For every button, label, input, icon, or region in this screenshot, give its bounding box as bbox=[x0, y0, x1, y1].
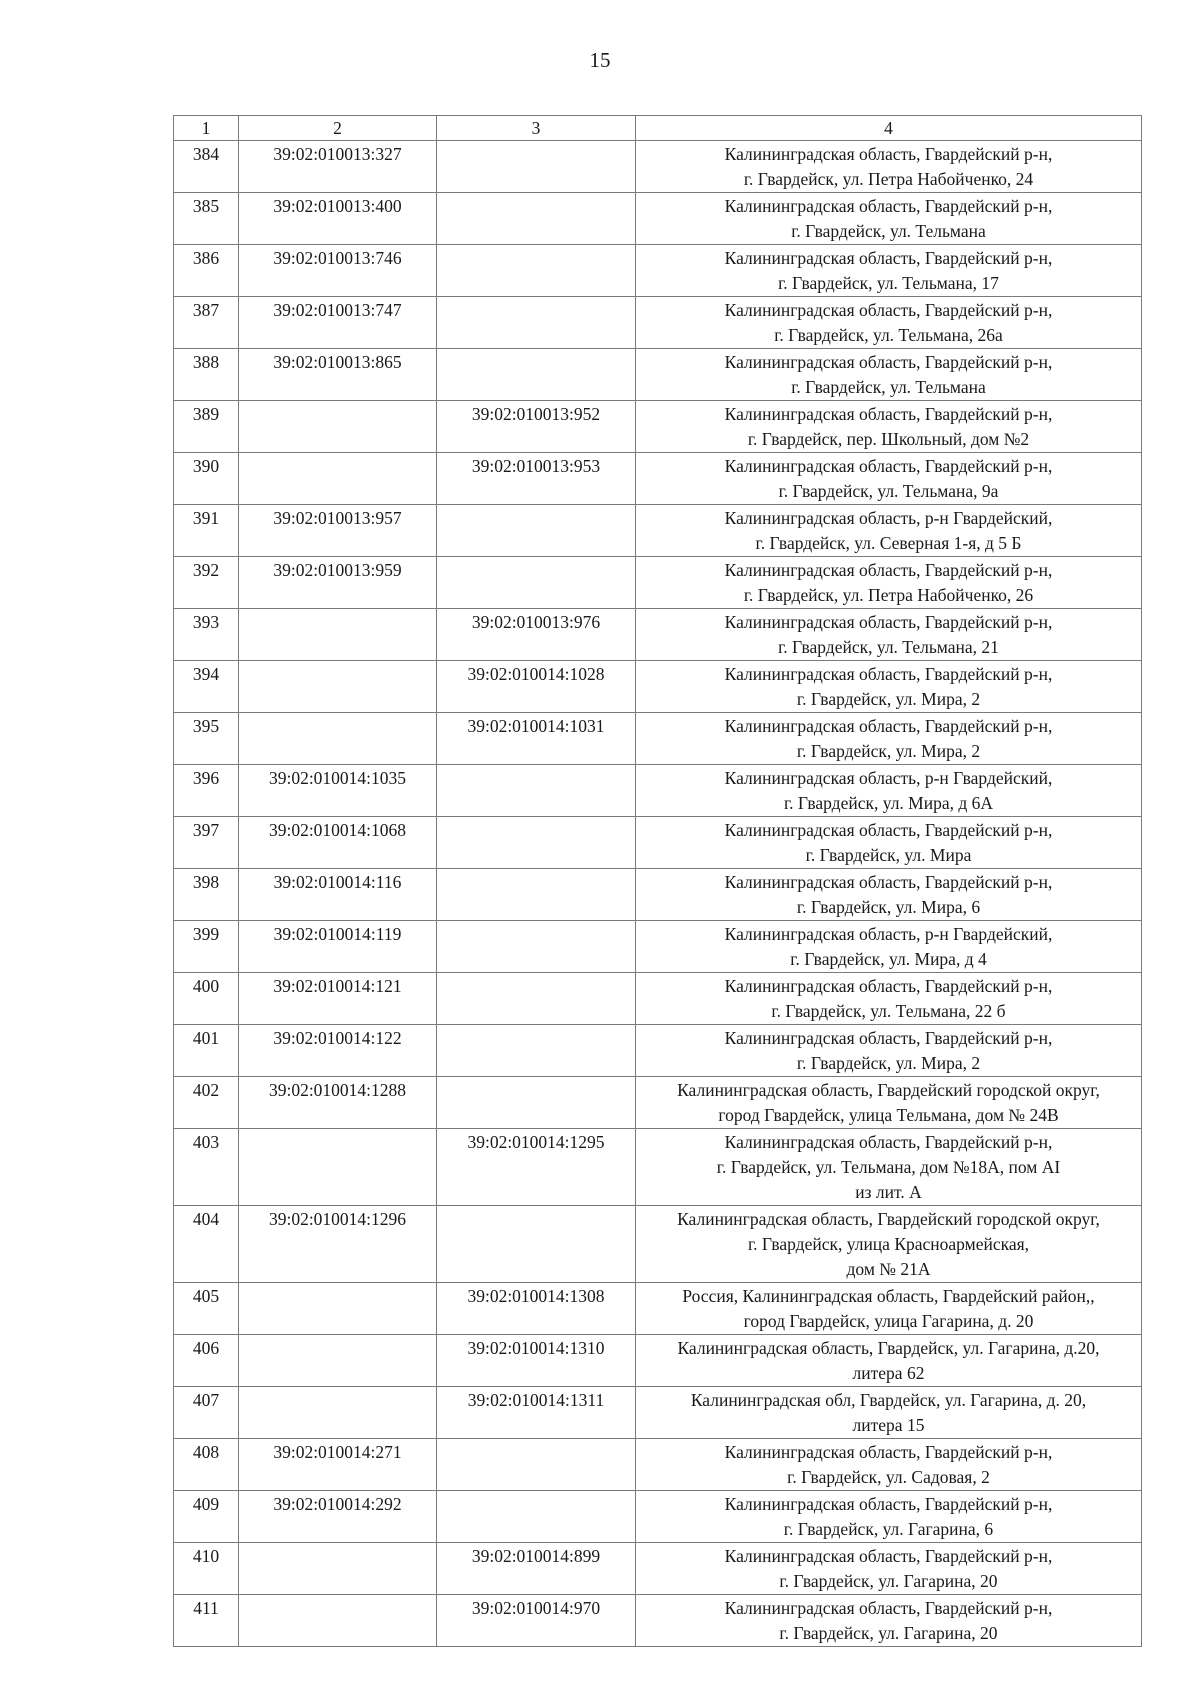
address-line: литера 62 bbox=[852, 1363, 925, 1383]
address-cell bbox=[636, 1025, 1142, 1077]
row-number-cell: 391 bbox=[174, 505, 239, 557]
address-line: г. Гвардейск, ул. Тельмана bbox=[791, 221, 986, 241]
row-number-cell: 393 bbox=[174, 609, 239, 661]
cadastral-number-cell: 39:02:010014:970 bbox=[437, 1595, 636, 1647]
page-number: 15 bbox=[589, 48, 611, 72]
address-line: Калининградская область, Гвардейский р-н, bbox=[724, 1598, 1053, 1618]
address-line: Калининградская обл, Гвардейск, ул. Гагарина, д. 20, bbox=[690, 1390, 1087, 1410]
address-line: Калининградская область, Гвардейский р-н, bbox=[724, 300, 1053, 320]
cadastral-number-cell bbox=[437, 1491, 636, 1543]
row-number-cell: 407 bbox=[174, 1387, 239, 1439]
row-number-cell: 385 bbox=[174, 193, 239, 245]
address-cell bbox=[636, 661, 1142, 713]
table-body bbox=[174, 141, 1142, 1647]
row-number-cell: 392 bbox=[174, 557, 239, 609]
table-row bbox=[174, 1439, 1142, 1491]
cadastral-number-cell bbox=[437, 245, 636, 297]
column-header-4: 4 bbox=[636, 116, 1142, 141]
cadastral-number-cell bbox=[239, 1283, 437, 1335]
table-row bbox=[174, 1491, 1142, 1543]
table-row bbox=[174, 193, 1142, 245]
address-line: Калининградская область, Гвардейский р-н, bbox=[724, 1546, 1053, 1566]
address-cell bbox=[636, 765, 1142, 817]
address-line: Калининградская область, Гвардейский р-н, bbox=[724, 456, 1053, 476]
address-line: Калининградская область, Гвардейский р-н, bbox=[724, 404, 1053, 424]
address-cell bbox=[636, 141, 1142, 193]
table-row bbox=[174, 661, 1142, 713]
row-number-cell: 389 bbox=[174, 401, 239, 453]
row-number-cell: 395 bbox=[174, 713, 239, 765]
row-number-cell: 390 bbox=[174, 453, 239, 505]
address-cell bbox=[636, 193, 1142, 245]
table-row bbox=[174, 349, 1142, 401]
address-cell bbox=[636, 609, 1142, 661]
cadastral-number-cell: 39:02:010013:952 bbox=[437, 401, 636, 453]
cadastral-number-cell bbox=[239, 1129, 437, 1206]
address-line: г. Гвардейск, ул. Северная 1-я, д 5 Б bbox=[755, 533, 1022, 553]
address-line: г. Гвардейск, ул. Тельмана, 17 bbox=[778, 273, 999, 293]
address-line: г. Гвардейск, ул. Тельмана bbox=[791, 377, 986, 397]
table-row bbox=[174, 557, 1142, 609]
address-line: Калининградская область, Гвардейский р-н, bbox=[724, 1442, 1053, 1462]
address-line: Россия, Калининградская область, Гвардейский район,, bbox=[682, 1286, 1095, 1306]
cadastral-number-cell bbox=[239, 609, 437, 661]
cadastral-number-cell bbox=[239, 1387, 437, 1439]
table-row bbox=[174, 609, 1142, 661]
address-cell bbox=[636, 921, 1142, 973]
row-number-cell: 400 bbox=[174, 973, 239, 1025]
address-cell bbox=[636, 973, 1142, 1025]
address-line: из лит. А bbox=[855, 1182, 922, 1202]
address-line: Калининградская область, Гвардейский р-н, bbox=[724, 1132, 1053, 1152]
cadastral-number-cell bbox=[239, 1543, 437, 1595]
cadastral-number-cell bbox=[437, 141, 636, 193]
address-line: Калининградская область, р-н Гвардейский, bbox=[724, 508, 1053, 528]
row-number-cell: 403 bbox=[174, 1129, 239, 1206]
address-line: г. Гвардейск, ул. Мира, 6 bbox=[796, 897, 981, 917]
table-row bbox=[174, 505, 1142, 557]
cadastral-number-cell bbox=[239, 401, 437, 453]
row-number-cell: 409 bbox=[174, 1491, 239, 1543]
registry-table bbox=[173, 115, 1142, 1647]
address-cell bbox=[636, 1543, 1142, 1595]
row-number-cell: 394 bbox=[174, 661, 239, 713]
address-line: Калининградская область, Гвардейский р-н, bbox=[724, 1494, 1053, 1514]
cadastral-number-cell: 39:02:010013:976 bbox=[437, 609, 636, 661]
row-number-cell: 398 bbox=[174, 869, 239, 921]
cadastral-number-cell: 39:02:010013:327 bbox=[239, 141, 437, 193]
address-line: Калининградская область, Гвардейский р-н, bbox=[724, 612, 1053, 632]
table-row bbox=[174, 1595, 1142, 1647]
column-header-1: 1 bbox=[174, 116, 239, 141]
row-number-cell: 405 bbox=[174, 1283, 239, 1335]
cadastral-number-cell bbox=[437, 921, 636, 973]
address-cell bbox=[636, 713, 1142, 765]
address-cell bbox=[636, 505, 1142, 557]
address-line: Калининградская область, Гвардейский р-н, bbox=[724, 664, 1053, 684]
address-line: дом № 21А bbox=[846, 1259, 931, 1279]
cadastral-number-cell: 39:02:010014:899 bbox=[437, 1543, 636, 1595]
address-line: г. Гвардейск, ул. Мира, 2 bbox=[796, 1053, 981, 1073]
table-row bbox=[174, 245, 1142, 297]
address-cell bbox=[636, 1283, 1142, 1335]
address-cell bbox=[636, 817, 1142, 869]
address-line: г. Гвардейск, ул. Гагарина, 20 bbox=[779, 1571, 998, 1591]
address-line: Калининградская область, Гвардейский р-н, bbox=[724, 560, 1053, 580]
address-line: г. Гвардейск, ул. Мира, д 6А bbox=[783, 793, 994, 813]
row-number-cell: 387 bbox=[174, 297, 239, 349]
row-number-cell: 408 bbox=[174, 1439, 239, 1491]
address-line: Калининградская область, р-н Гвардейский, bbox=[724, 768, 1053, 788]
table-row bbox=[174, 1543, 1142, 1595]
cadastral-number-cell bbox=[437, 765, 636, 817]
address-line: Калининградская область, Гвардейский р-н, bbox=[724, 248, 1053, 268]
cadastral-number-cell: 39:02:010014:271 bbox=[239, 1439, 437, 1491]
row-number-cell: 411 bbox=[174, 1595, 239, 1647]
address-line: Калининградская область, Гвардейский р-н, bbox=[724, 1028, 1053, 1048]
address-line: город Гвардейск, улица Гагарина, д. 20 bbox=[743, 1311, 1034, 1331]
cadastral-number-cell bbox=[239, 1595, 437, 1647]
address-line: Калининградская область, Гвардейский городской округ, bbox=[677, 1080, 1100, 1100]
address-line: Калининградская область, р-н Гвардейский, bbox=[724, 924, 1053, 944]
cadastral-number-cell bbox=[437, 1025, 636, 1077]
table-row bbox=[174, 713, 1142, 765]
table-row bbox=[174, 1206, 1142, 1283]
cadastral-number-cell bbox=[437, 349, 636, 401]
cadastral-number-cell bbox=[239, 453, 437, 505]
column-header-3: 3 bbox=[437, 116, 636, 141]
address-cell bbox=[636, 869, 1142, 921]
cadastral-number-cell bbox=[437, 869, 636, 921]
address-cell bbox=[636, 1491, 1142, 1543]
address-line: г. Гвардейск, ул. Петра Набойченко, 26 bbox=[743, 585, 1034, 605]
table-row bbox=[174, 973, 1142, 1025]
table-row bbox=[174, 1077, 1142, 1129]
address-line: г. Гвардейск, ул. Мира, 2 bbox=[796, 741, 981, 761]
row-number-cell: 396 bbox=[174, 765, 239, 817]
cadastral-number-cell: 39:02:010014:116 bbox=[239, 869, 437, 921]
cadastral-number-cell bbox=[437, 297, 636, 349]
address-cell bbox=[636, 1595, 1142, 1647]
address-cell bbox=[636, 1439, 1142, 1491]
cadastral-number-cell: 39:02:010014:1296 bbox=[239, 1206, 437, 1283]
address-cell bbox=[636, 401, 1142, 453]
table-row bbox=[174, 401, 1142, 453]
address-cell bbox=[636, 297, 1142, 349]
address-line: Калининградская область, Гвардейский р-н, bbox=[724, 144, 1053, 164]
cadastral-number-cell: 39:02:010013:400 bbox=[239, 193, 437, 245]
cadastral-number-cell: 39:02:010014:119 bbox=[239, 921, 437, 973]
cadastral-number-cell bbox=[437, 193, 636, 245]
cadastral-number-cell: 39:02:010014:1031 bbox=[437, 713, 636, 765]
address-line: Калининградская область, Гвардейск, ул. Гагарина, д.20, bbox=[677, 1338, 1100, 1358]
table-row bbox=[174, 817, 1142, 869]
cadastral-number-cell: 39:02:010013:865 bbox=[239, 349, 437, 401]
table-row bbox=[174, 297, 1142, 349]
address-line: г. Гвардейск, улица Красноармейская, bbox=[747, 1234, 1030, 1254]
address-cell bbox=[636, 557, 1142, 609]
table-row bbox=[174, 1387, 1142, 1439]
address-line: г. Гвардейск, ул. Мира bbox=[805, 845, 972, 865]
row-number-cell: 397 bbox=[174, 817, 239, 869]
address-cell bbox=[636, 1335, 1142, 1387]
cadastral-number-cell bbox=[239, 713, 437, 765]
address-cell bbox=[636, 1387, 1142, 1439]
table-row bbox=[174, 765, 1142, 817]
address-cell bbox=[636, 1129, 1142, 1206]
cadastral-number-cell bbox=[239, 661, 437, 713]
cadastral-number-cell bbox=[437, 557, 636, 609]
cadastral-number-cell bbox=[437, 817, 636, 869]
address-line: г. Гвардейск, ул. Тельмана, 9а bbox=[778, 481, 999, 501]
address-line: г. Гвардейск, ул. Тельмана, дом №18А, пом AI bbox=[716, 1157, 1061, 1177]
address-line: Калининградская область, Гвардейский р-н, bbox=[724, 716, 1053, 736]
table-row bbox=[174, 453, 1142, 505]
address-line: г. Гвардейск, ул. Гагарина, 6 bbox=[783, 1519, 994, 1539]
row-number-cell: 402 bbox=[174, 1077, 239, 1129]
cadastral-number-cell: 39:02:010014:1028 bbox=[437, 661, 636, 713]
row-number-cell: 384 bbox=[174, 141, 239, 193]
address-line: г. Гвардейск, ул. Гагарина, 20 bbox=[779, 1623, 998, 1643]
cadastral-number-cell bbox=[437, 1439, 636, 1491]
row-number-cell: 401 bbox=[174, 1025, 239, 1077]
table-row bbox=[174, 921, 1142, 973]
address-cell bbox=[636, 245, 1142, 297]
address-line: г. Гвардейск, ул. Тельмана, 21 bbox=[778, 637, 999, 657]
cadastral-number-cell: 39:02:010013:953 bbox=[437, 453, 636, 505]
cadastral-number-cell: 39:02:010013:747 bbox=[239, 297, 437, 349]
address-line: г. Гвардейск, ул. Мира, д 4 bbox=[790, 949, 987, 969]
table-row bbox=[174, 1025, 1142, 1077]
cadastral-number-cell bbox=[437, 1206, 636, 1283]
cadastral-number-cell: 39:02:010014:1295 bbox=[437, 1129, 636, 1206]
cadastral-number-cell: 39:02:010014:1068 bbox=[239, 817, 437, 869]
table-row bbox=[174, 141, 1142, 193]
address-line: Калининградская область, Гвардейский городской округ, bbox=[677, 1209, 1100, 1229]
row-number-cell: 386 bbox=[174, 245, 239, 297]
address-line: г. Гвардейск, пер. Школьный, дом №2 bbox=[747, 429, 1030, 449]
address-cell bbox=[636, 349, 1142, 401]
table-row bbox=[174, 1129, 1142, 1206]
cadastral-number-cell bbox=[437, 1077, 636, 1129]
cadastral-number-cell: 39:02:010014:1288 bbox=[239, 1077, 437, 1129]
cadastral-number-cell bbox=[437, 973, 636, 1025]
address-line: г. Гвардейск, ул. Садовая, 2 bbox=[787, 1467, 990, 1487]
cadastral-number-cell: 39:02:010014:1310 bbox=[437, 1335, 636, 1387]
cadastral-number-cell: 39:02:010014:292 bbox=[239, 1491, 437, 1543]
cadastral-number-cell: 39:02:010014:1035 bbox=[239, 765, 437, 817]
table-row bbox=[174, 1335, 1142, 1387]
row-number-cell: 388 bbox=[174, 349, 239, 401]
address-line: г. Гвардейск, ул. Петра Набойченко, 24 bbox=[743, 169, 1034, 189]
cadastral-number-cell: 39:02:010014:122 bbox=[239, 1025, 437, 1077]
cadastral-number-cell bbox=[239, 1335, 437, 1387]
address-line: город Гвардейск, улица Тельмана, дом № 24В bbox=[718, 1105, 1059, 1125]
cadastral-number-cell: 39:02:010013:957 bbox=[239, 505, 437, 557]
address-line: Калининградская область, Гвардейский р-н, bbox=[724, 976, 1053, 996]
address-line: г. Гвардейск, ул. Мира, 2 bbox=[796, 689, 981, 709]
address-line: Калининградская область, Гвардейский р-н, bbox=[724, 872, 1053, 892]
cadastral-number-cell bbox=[437, 505, 636, 557]
cadastral-number-cell: 39:02:010013:746 bbox=[239, 245, 437, 297]
address-cell bbox=[636, 1077, 1142, 1129]
cadastral-number-cell: 39:02:010013:959 bbox=[239, 557, 437, 609]
address-line: г. Гвардейск, ул. Тельмана, 22 б bbox=[771, 1001, 1006, 1021]
address-line: литера 15 bbox=[852, 1415, 925, 1435]
table-row bbox=[174, 1283, 1142, 1335]
address-line: г. Гвардейск, ул. Тельмана, 26а bbox=[774, 325, 1003, 345]
row-number-cell: 410 bbox=[174, 1543, 239, 1595]
cadastral-number-cell: 39:02:010014:1308 bbox=[437, 1283, 636, 1335]
row-number-cell: 406 bbox=[174, 1335, 239, 1387]
row-number-cell: 404 bbox=[174, 1206, 239, 1283]
row-number-cell: 399 bbox=[174, 921, 239, 973]
cadastral-number-cell: 39:02:010014:121 bbox=[239, 973, 437, 1025]
table-header-row bbox=[174, 116, 1142, 141]
address-cell bbox=[636, 453, 1142, 505]
address-cell bbox=[636, 1206, 1142, 1283]
cadastral-number-cell: 39:02:010014:1311 bbox=[437, 1387, 636, 1439]
address-line: Калининградская область, Гвардейский р-н, bbox=[724, 820, 1053, 840]
address-line: Калининградская область, Гвардейский р-н, bbox=[724, 196, 1053, 216]
address-line: Калининградская область, Гвардейский р-н, bbox=[724, 352, 1053, 372]
table-row bbox=[174, 869, 1142, 921]
column-header-2: 2 bbox=[239, 116, 437, 141]
